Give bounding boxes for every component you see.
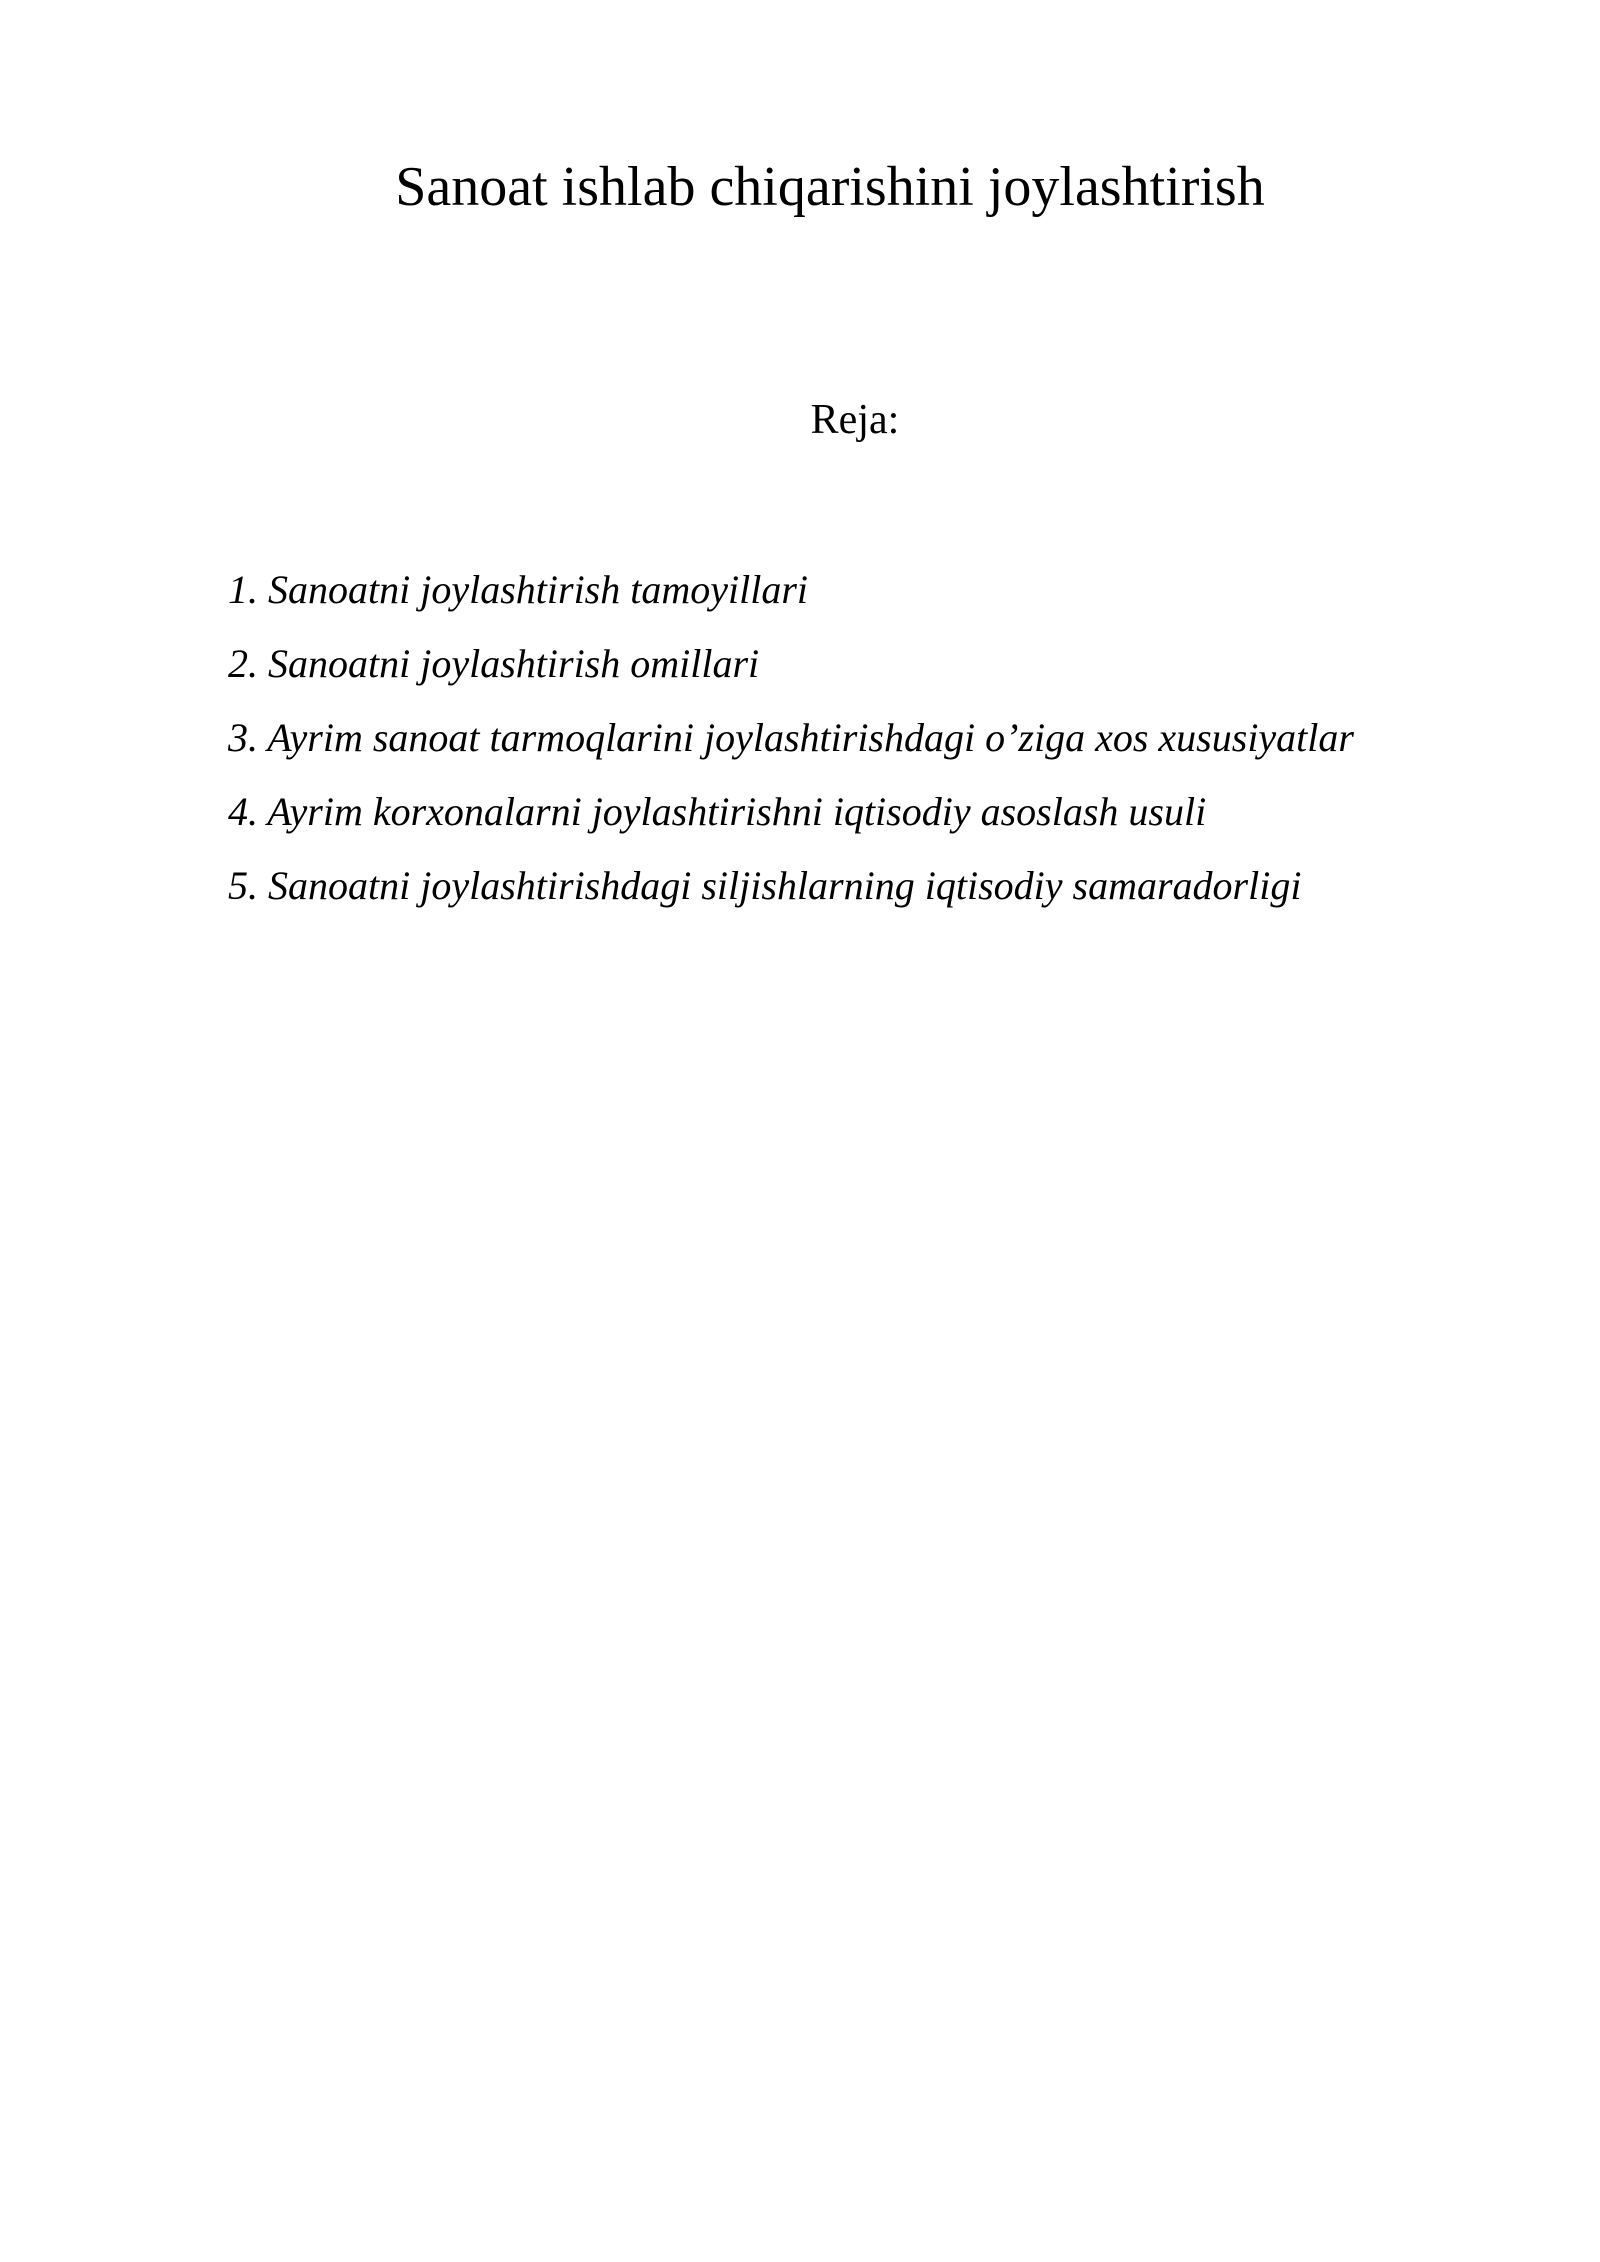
plan-heading: Reja: [810, 397, 900, 443]
plan-item: 1. Sanoatni joylashtirish tamoyillari [228, 567, 809, 612]
plan-item: 5. Sanoatni joylashtirishdagi siljishlarning iqtisodiy samaradorligi [228, 863, 1302, 908]
plan-item: 3. Ayrim sanoat tarmoqlarini joylashtirishdagi o’ziga xos xususiyatlar [228, 715, 1354, 760]
plan-item: 2. Sanoatni joylashtirish omillari [228, 641, 760, 686]
plan-item: 4. Ayrim korxonalarni joylashtirishni iqtisodiy asoslash usuli [228, 789, 1207, 834]
plan-list [228, 553, 1354, 923]
document-title: Sanoat ishlab chiqarishini joylashtirish [395, 156, 1265, 218]
